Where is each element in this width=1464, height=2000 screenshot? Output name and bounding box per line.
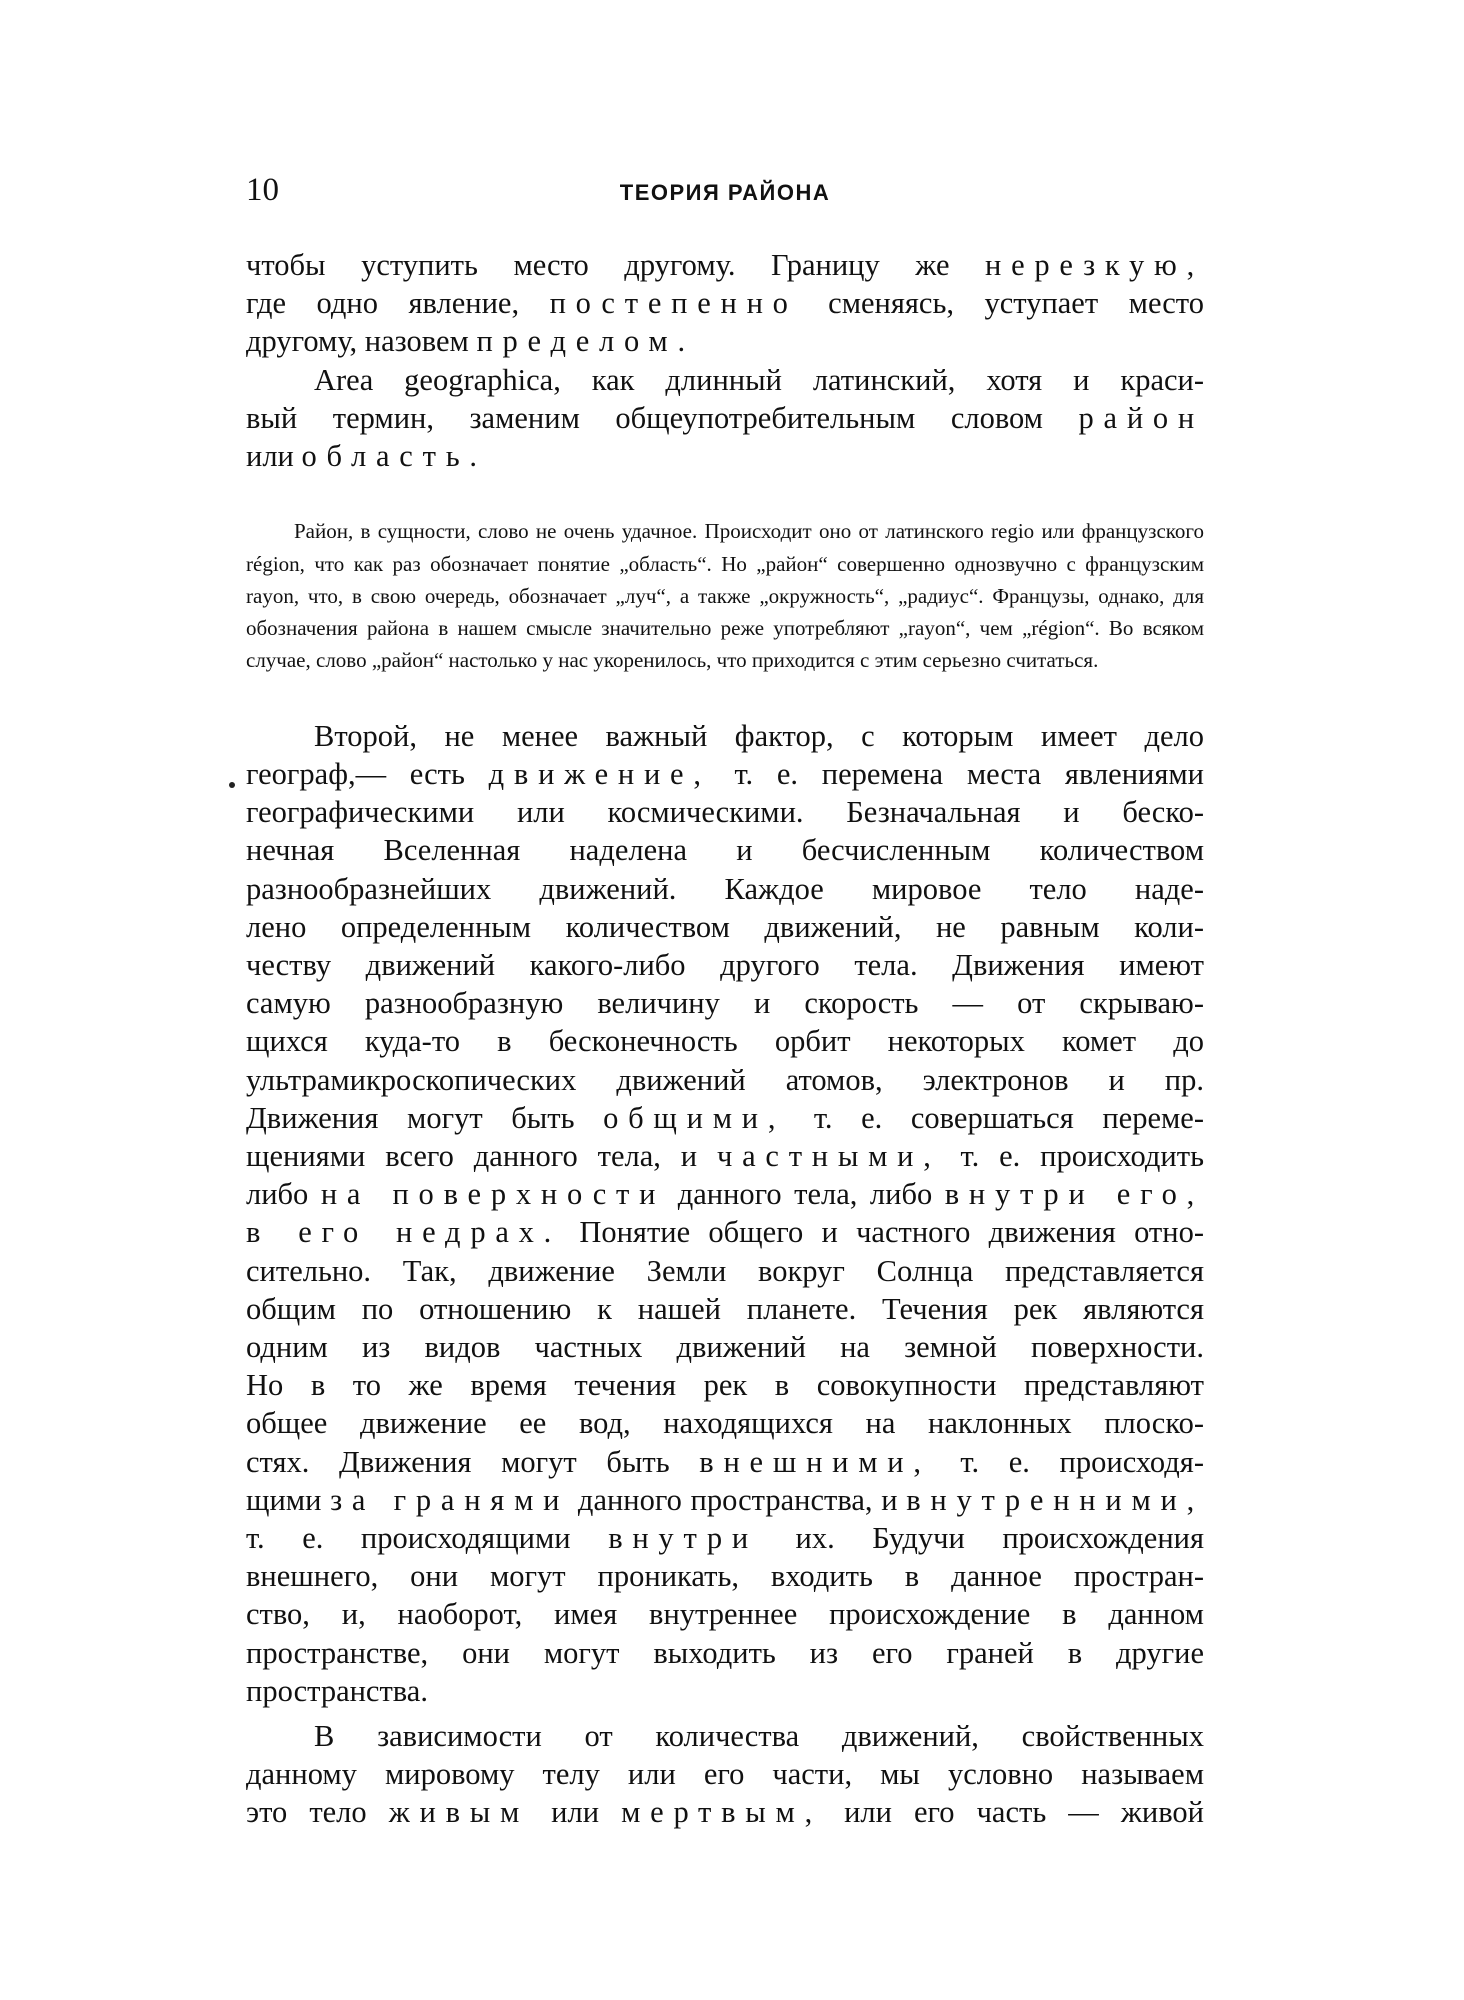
spaced-emphasis: на поверхности: [320, 1177, 666, 1212]
text-line: [246, 1137, 1204, 1175]
text-line: Но в то же время течения рек в совокупности представляют: [246, 1368, 1204, 1403]
spaced-emphasis: за гранями: [330, 1482, 570, 1517]
text-line: разнообразнейших движений. Каждое мировое тело наде-: [246, 871, 1204, 906]
text-run: чтобы уступить место другому. Границу же: [246, 248, 986, 282]
text-line: [246, 1099, 1204, 1137]
text-line: [246, 1793, 1204, 1831]
text-line: [246, 399, 1204, 437]
spaced-emphasis: постепенно: [549, 286, 798, 321]
text-line: самую разнообразную величину и скорость — от скрываю-: [246, 986, 1204, 1021]
page-number: 10: [246, 172, 279, 208]
paragraph-gap: [246, 1710, 1204, 1717]
text-run: т. е. перемена места явлениями: [710, 756, 1205, 791]
text-run: данного тела, либо: [665, 1177, 945, 1212]
text-line: общим по отношению к нашей планете. Течения рек являются: [246, 1291, 1204, 1326]
text-line: нечная Вселенная наделена и бесчисленным количеством: [246, 833, 1204, 868]
text-line: [246, 437, 1204, 475]
text-run: или: [529, 1795, 622, 1830]
text-line: сительно. Так, движение Земли вокруг Солнца представляется: [246, 1253, 1204, 1288]
text-line: ультрамикроскопических движений атомов, электронов и пр.: [246, 1062, 1204, 1097]
text-run: т. е. происходить: [940, 1138, 1204, 1173]
spaced-emphasis: область.: [301, 439, 487, 474]
text-line: пространства.: [246, 1673, 428, 1708]
text-line: [246, 755, 1204, 793]
text-run: т. е. совершаться переме-: [785, 1100, 1204, 1135]
spaced-emphasis: внешними,: [699, 1444, 931, 1479]
spaced-emphasis: внутренними,: [906, 1482, 1204, 1517]
paragraph-3: [246, 717, 1204, 1710]
text-line: [246, 322, 1204, 360]
text-line: внешнего, они могут проникать, входить в данное простран-: [246, 1559, 1204, 1594]
text-run: географ,— есть: [246, 756, 489, 791]
text-run: или его часть — живой: [822, 1795, 1204, 1830]
text-line: В зависимости от количества движений, свойственных: [314, 1718, 1204, 1753]
text-line: общее движение ее вод, находящихся на наклонных плоско-: [246, 1406, 1204, 1441]
text-run: щениями всего данного тела, и: [246, 1138, 717, 1173]
text-line: [246, 1213, 1204, 1251]
footnote: Район, в сущности, слово не очень удачное. Происходит оно от латинского regio или французского région, что как раз обозначает понятие „область“. Но „район“ совершенно однозвучно с французским rayon, что, в свою очередь, обозначает „луч“, а также „окружность“, „радиус“. Французы, однако, для обозначения района в нашем смысле значительно реже употребляют „rayon“, чем „région“. Во всяком случае, слово „район“ настолько у нас укоренилось, что приходится с этим серьезно считаться.: [246, 519, 1204, 673]
spaced-emphasis: нерезкую,: [985, 248, 1204, 282]
text-line: данному мировому телу или его части, мы условно называем: [246, 1757, 1204, 1792]
running-title: ТЕОРИЯ РАЙОНА: [619, 180, 831, 205]
text-run: щими: [246, 1482, 331, 1517]
spaced-emphasis: пределом.: [476, 324, 695, 359]
margin-dot: [229, 782, 235, 788]
text-run: т. е. происходя-: [930, 1444, 1204, 1479]
text-run: сменяясь, уступает место: [797, 286, 1204, 321]
text-line: [246, 1481, 1204, 1519]
text-run: где одно явление,: [246, 286, 550, 321]
spaced-emphasis: живым: [388, 1795, 530, 1830]
text-run: их. Будучи происхождения: [758, 1520, 1205, 1555]
spaced-emphasis: внутри его,: [944, 1177, 1204, 1212]
paragraph-4: [246, 1717, 1204, 1832]
text-line: [246, 1519, 1204, 1557]
text-run: другому, назовем: [246, 324, 477, 359]
text-run: данного пространства, и: [569, 1482, 907, 1517]
text-line: географическими или космическими. Безначальная и беско-: [246, 795, 1204, 830]
text-run: Движения могут быть: [246, 1100, 604, 1135]
spaced-emphasis: общими,: [603, 1100, 786, 1135]
text-run: т. е. происходящими: [246, 1520, 609, 1555]
text-line: [246, 284, 1204, 322]
text-line: лено определенным количеством движений, не равным коли-: [246, 909, 1204, 944]
text-line: Area geographica, как длинный латинский, хотя и краси-: [314, 362, 1204, 397]
text-line: честву движений какого-либо другого тела. Движения имеют: [246, 947, 1204, 982]
spaced-emphasis: район: [1078, 400, 1204, 435]
spaced-emphasis: в его недрах.: [246, 1215, 562, 1250]
text-run: вый термин, заменим общеупотребительным словом: [246, 400, 1079, 435]
text-line: Второй, не менее важный фактор, с которым имеет дело: [314, 718, 1204, 753]
text-line: щихся куда-то в бесконечность орбит некоторых комет до: [246, 1024, 1204, 1059]
spaced-emphasis: внутри: [608, 1520, 758, 1555]
paragraph-2: [246, 361, 1204, 476]
spaced-emphasis: движение,: [488, 756, 711, 791]
page-header: [246, 172, 1204, 216]
text-line: одним из видов частных движений на земной поверхности.: [246, 1329, 1204, 1364]
page-body: [246, 246, 1204, 1832]
text-run: Понятие общего и частного движения отно-: [561, 1215, 1204, 1250]
text-line: пространстве, они могут выходить из его граней в другие: [246, 1635, 1204, 1670]
spaced-emphasis: мертвым,: [621, 1795, 823, 1830]
text-run: либо: [246, 1177, 321, 1212]
text-line: [246, 1175, 1204, 1213]
spaced-emphasis: частными,: [717, 1138, 941, 1173]
text-line: [246, 1443, 1204, 1481]
text-line: ство, и, наоборот, имея внутреннее происхождение в данном: [246, 1597, 1204, 1632]
text-line: [246, 246, 1204, 284]
text-run: стях. Движения могут быть: [246, 1444, 700, 1479]
text-run: это тело: [246, 1795, 389, 1830]
text-run: или: [246, 439, 302, 474]
paragraph-1: [246, 246, 1204, 361]
